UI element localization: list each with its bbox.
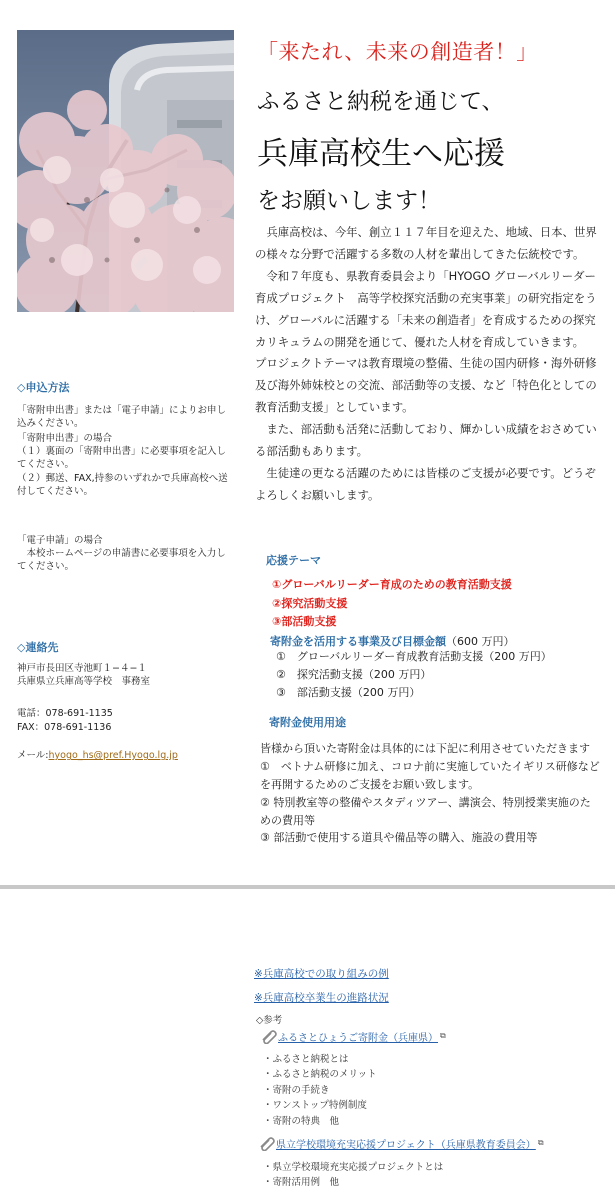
usage-item-3: ③ 部活動で使用する道具や備品等の購入、施設の費用等 (260, 831, 538, 844)
mail-link[interactable]: hyogo_hs@pref.Hyogo.lg.jp (48, 750, 178, 762)
contact-address: 神戸市長田区寺池町１−４−１ 兵庫県立兵庫高等学校 事務室 (17, 663, 151, 688)
reference-1-item: ・寄附の手続き (263, 1084, 330, 1096)
headline-line-4: をお願いします！ (257, 188, 441, 214)
apply-text-1: 「寄附申出書」または「電子申請」によりお申し込みください。 (17, 405, 227, 430)
reference-1-list (263, 1052, 377, 1129)
reference-2-item: ・県立学校環境充実応援プロジェクトとは (263, 1162, 444, 1173)
intro-text (255, 222, 600, 507)
usage-item-2: ② 特別教室等の整備やスタディツアー、講演会、特別授業実施のための費用等 (260, 796, 591, 827)
support-theme-1: ①グローバルリーダー育成のための教育活動支援 (272, 578, 512, 591)
apply-text-2: 「寄附申出書」の場合 （１）裏面の「寄附申出書」に必要事項を記入してください。 （２）郵送、FAX,持参のいずれかで兵庫高校へ送付してください。 (17, 433, 228, 497)
amount-item-3: ③ 部活動支援（200 万円） (276, 686, 421, 699)
amount-item-2: ② 探究活動支援（200 万円） (276, 668, 432, 681)
reference-2-list (263, 1160, 443, 1191)
reference-1-item: ・寄附の特典 他 (263, 1115, 340, 1127)
contact-fax: FAX：078-691-1136 (17, 722, 112, 733)
support-theme-3: ③部活動支援 (272, 615, 337, 628)
external-link-icon: ⧉ (537, 1138, 544, 1147)
contact-mail (17, 736, 178, 762)
reference-2-row[interactable] (258, 1135, 544, 1151)
section-divider (0, 885, 615, 889)
reference-1-item: ・ふるさと納税とは (263, 1054, 349, 1065)
intro-paragraph-5: 生徒達の更なる活躍のためには皆様のご支援が必要です。どうぞよろしくお願いします。 (255, 465, 596, 502)
headline-catchphrase: 「来たれ、未来の創造者！」 (257, 40, 538, 64)
usage-item-1: ① ベトナム研修に加え、コロナ前に実施していたイギリス研修などを再開するためのご支援をお願い致します。 (260, 760, 600, 791)
reference-1-item: ・ワンストップ特例制度 (263, 1100, 367, 1112)
support-heading: 応援テーマ (266, 554, 321, 567)
amount-heading: 寄附金を活用する事業及び目標金額 (270, 635, 446, 648)
usage-lead: 皆様から頂いた寄附金は具体的には下記に利用させていただきます (260, 742, 590, 755)
external-link-icon: ⧉ (440, 1031, 446, 1040)
amount-total: （600 万円） (446, 635, 515, 648)
reference-2-link[interactable]: 県立学校環境充実応援プロジェクト（兵庫県教育委員会） (276, 1139, 536, 1151)
intro-paragraph-3: プロジェクトテーマは教育環境の整備、生徒の国内研修・海外研修及び海外姉妹校との交流、部活動等の支援、など「特色化としての教育活動支援」としています。 (255, 356, 597, 415)
link-career-paths[interactable]: ※兵庫高校卒業生の進路状況 (254, 992, 389, 1004)
paperclip-icon (260, 1028, 278, 1044)
headline-line-2: ふるさと納税を通じて、 (257, 89, 505, 115)
reference-2-item: ・寄附活用例 他 (263, 1177, 340, 1189)
apply-heading: ◇申込方法 (17, 381, 70, 394)
contact-heading: ◇連絡先 (17, 641, 59, 654)
usage-heading: 寄附金使用用途 (269, 716, 346, 729)
paperclip-icon (258, 1135, 276, 1151)
contact-tel: 電話：078-691-1135 (17, 708, 113, 719)
headline-main: 兵庫高校生へ応援 (257, 136, 505, 172)
reference-label: ◇参考 (256, 1015, 283, 1026)
intro-paragraph-1: 兵庫高校は、今年、創立１１７年目を迎えた、地域、日本、世界の様々な分野で活躍する多数の人材を輩出してきた伝統校です。 (255, 225, 597, 261)
link-initiatives[interactable]: ※兵庫高校での取り組みの例 (254, 968, 389, 980)
amount-heading-row (270, 630, 515, 649)
reference-1-row[interactable] (260, 1028, 446, 1044)
mail-label: メール: (17, 750, 49, 762)
amount-item-1: ① グローバルリーダー育成教育活動支援（200 万円） (276, 650, 552, 663)
reference-1-item: ・ふるさと納税のメリット (263, 1069, 377, 1081)
support-theme-2: ②探究活動支援 (272, 597, 348, 610)
intro-paragraph-4: また、部活動も活発に活動しており、輝かしい成績をおさめている部活動もあります。 (255, 422, 597, 459)
reference-1-link[interactable]: ふるさとひょうご寄附金（兵庫県） (278, 1032, 438, 1044)
intro-paragraph-2: 令和７年度も、県教育委員会より「HYOGO グローバルリーダー育成プロジェクト 高等学校探究活動の充実事業」の研究指定をうけ、グローバルに活躍する「未来の創造者」を育成するための探究カリキュラムの開発を通じて、優れた人材を育成していきます。 (255, 268, 597, 349)
apply-text-3: 「電子申請」の場合 本校ホームページの申請書に必要事項を入力してください。 (17, 535, 226, 573)
school-photo (17, 30, 234, 312)
